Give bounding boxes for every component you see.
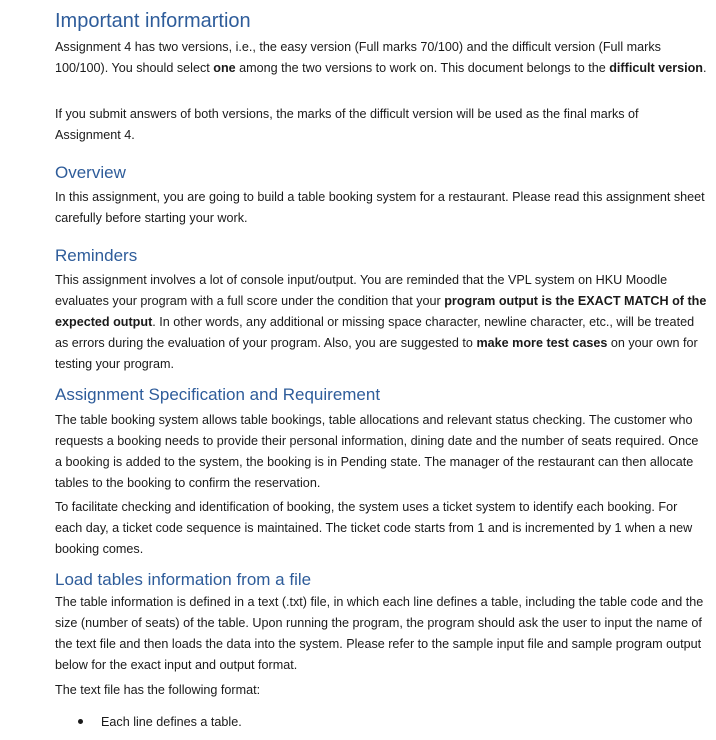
- paragraph-important-2: If you submit answers of both versions, the marks of the difficult version will be used as the final marks of Assignment 4.: [55, 107, 639, 142]
- heading-spec: Assignment Specification and Requirement: [55, 385, 381, 404]
- paragraph-overview-1: In this assignment, you are going to build a table booking system for a restaurant. Please read this assignment sheet carefully before starting your work.: [55, 190, 705, 225]
- paragraph-important-1: Assignment 4 has two versions, i.e., the easy version (Full marks 70/100) and the difficult version (Full marks 100/100). You should select one among the two versions to work on. This document belongs to the difficult version.: [55, 40, 707, 75]
- list-item: Each line defines a table.: [78, 712, 242, 733]
- heading-reminders: Reminders: [55, 246, 138, 265]
- paragraph-reminders-1: This assignment involves a lot of console input/output. You are reminded that the VPL system on HKU Moodle evaluates your program with a full score under the condition that your program output is the EXACT MATCH of the expected output. In other words, any additional or missing space character, newline character, etc., will be treated as errors during the evaluation of your program. Also, you are suggested to make more test cases on your own for testing your program.: [55, 273, 707, 371]
- paragraph-spec-2: To facilitate checking and identification of booking, the system uses a ticket system to identify each booking. For each day, a ticket code sequence is maintained. The ticket code starts from 1 and is incremented by 1 when a new booking comes.: [55, 500, 693, 556]
- heading-important: Important informartion: [55, 10, 251, 32]
- paragraph-load-2: The text file has the following format:: [55, 683, 261, 697]
- heading-load: Load tables information from a file: [55, 570, 312, 589]
- paragraph-load-1: The table information is defined in a text (.txt) file, in which each line defines a table, including the table code and the size (number of seats) of the table. Upon running the program, the program should ask the user to input the name of the text file and then loads the data into the system. Please refer to the sample input file and sample program output below for the exact input and output format.: [55, 595, 704, 672]
- heading-overview: Overview: [55, 163, 126, 182]
- paragraph-spec-1: The table booking system allows table bookings, table allocations and relevant status checking. The customer who requests a booking needs to provide their personal information, dining date and the number of seats required. Once a booking is added to the system, the booking is in Pending state. The manager of the restaurant can then allocate tables to the booking to confirm the reservation.: [55, 413, 699, 490]
- bullet-icon: [78, 719, 83, 724]
